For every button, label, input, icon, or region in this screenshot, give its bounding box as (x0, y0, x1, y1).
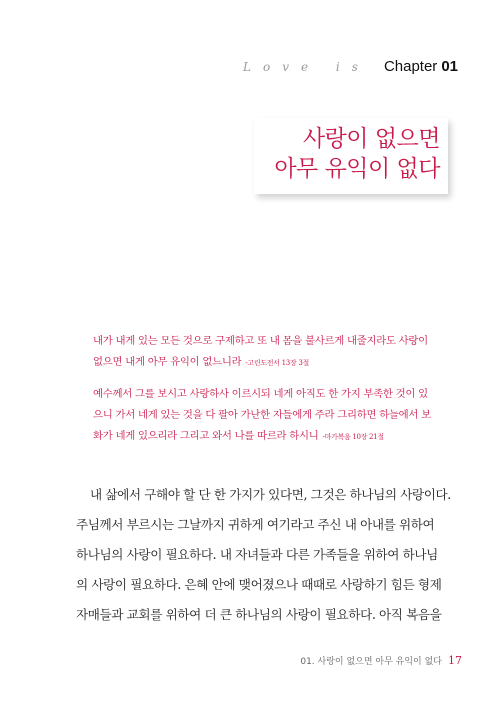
body-line: 내 삶에서 구해야 할 단 한 가지가 있다면, 그것은 하나님의 사랑이다. (90, 487, 451, 502)
body-line: 주님께서 부르시는 그날까지 귀하게 여기라고 주신 내 아내를 위하여 (76, 517, 435, 532)
quote-line: 으니 가서 네게 있는 것을 다 팔아 가난한 자들에게 주라 그리하면 하늘에서 보 (93, 409, 431, 421)
chapter-header (243, 56, 458, 75)
quote-line: 예수께서 그를 보시고 사랑하사 이르시되 네게 아직도 한 가지 부족한 것이 있 (93, 388, 428, 400)
scripture-quote (93, 331, 453, 374)
running-title: 01. 사랑이 없으면 아무 유익이 없다 (300, 657, 442, 667)
chapter-title-box (254, 118, 448, 194)
body-line: 자매들과 교회를 위하여 더 큰 하나님의 사랑이 필요하다. 아직 복음을 (76, 607, 442, 622)
quote-line: 없으면 내게 아무 유익이 없느니라 (93, 356, 242, 368)
scripture-quote (93, 384, 453, 448)
chapter-heading (384, 56, 458, 75)
chapter-title-line-1: 사랑이 없으면 (302, 126, 440, 152)
quote-line: 화가 네게 있으리라 그리고 와서 나를 따르라 하시니 (93, 430, 319, 442)
quote-reference: -고린도전서 13장 3절 (245, 359, 309, 367)
body-line: 하나님의 사랑이 필요하다. 내 자녀들과 다른 가족들을 위하여 하나님 (76, 547, 438, 562)
quote-last-line (93, 426, 453, 448)
quote-reference: -마가복음 10장 21절 (322, 433, 384, 441)
quote-last-line (93, 352, 453, 374)
love-is-tagline: Love is (243, 60, 370, 74)
quote-line: 내가 내게 있는 모든 것으로 구제하고 또 내 몸을 불사르게 내줄지라도 사랑이 (93, 335, 428, 347)
body-paragraph (76, 480, 468, 630)
page-number: 17 (448, 654, 462, 667)
page-footer (300, 654, 462, 667)
scripture-quotes (93, 331, 453, 448)
body-line: 의 사랑이 필요하다. 은혜 안에 맺어졌으나 때때로 사랑하기 힘든 형제 (76, 577, 442, 592)
chapter-number: 01 (441, 58, 458, 75)
chapter-label: Chapter (383, 58, 438, 75)
chapter-title-line-2: 아무 유익이 없다 (274, 156, 440, 182)
